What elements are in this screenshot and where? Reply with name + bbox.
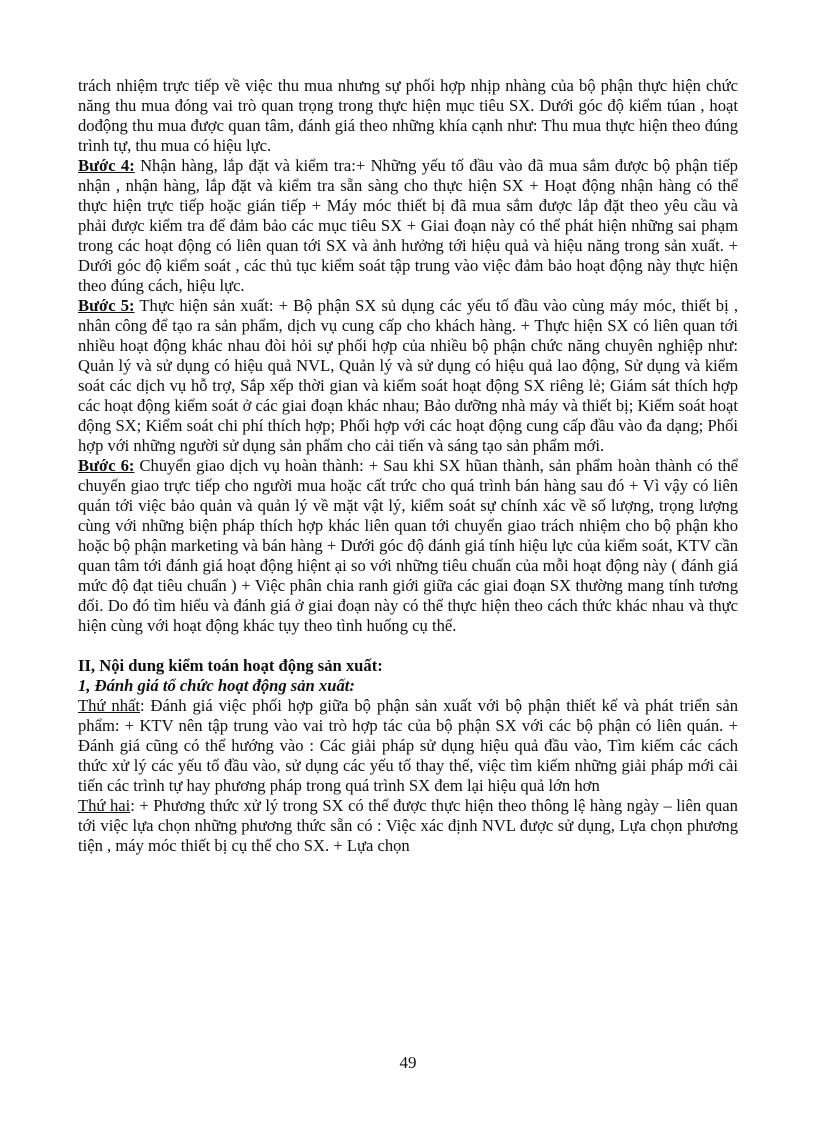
page-number: 49 — [399, 1053, 417, 1072]
step-4-text: Nhận hàng, lắp đặt và kiểm tra:+ Những yếu tố đầu vào đã mua sắm được bộ phận tiếp nhận , nhận hàng, lắp đặt và kiểm tra sẵn sàng cho thực hiện SX + Hoạt động nhận hàng có thể thực hiện trực tiếp hoặc gián tiếp + Máy móc thiết bị đã mua sắm được lắp đặt theo yêu cầu và phải được kiểm tra để đảm bảo các mục tiêu SX + Giai đoạn này có thể phát hiện những sai phạm trong các hoạt động có liên quan tới SX và ảnh hưởng tới hiệu quả và hiệu năng trong sản xuất. + Dưới góc độ kiểm soát , các thủ tục kiểm soát tập trung vào việc đảm bảo hoạt động này thực hiện theo đúng cách, hiệu lực. — [78, 156, 738, 295]
step-4-label: Bước 4: — [78, 156, 135, 175]
first-label: Thứ nhất — [78, 696, 140, 715]
step-5-text: Thực hiện sản xuất: + Bộ phận SX sủ dụng các yếu tố đầu vào cùng máy móc, thiết bị , nhân công để tạo ra sản phẩm, dịch vụ cung cấp cho khách hàng. + Thực hiện SX có liên quan tới nhiều hoạt động khác nhau đòi hỏi sự phối hợp của nhiều bộ phận chức năng chuyên nghiệp như: Quản lý và sử dụng có hiệu quả NVL, Quản lý và sử dụng có hiệu quả lao động, Sử dụng và kiểm soát các dịch vụ hỗ trợ, Sắp xếp thời gian và kiểm soát hoạt động SX riêng lẻ; Giám sát thích hợp các hoạt động kiểm soát ở các giai đoạn khác nhau; Bảo dưỡng nhà máy và thiết bị; Kiểm soát hoạt động SX; Kiểm soát chi phí thích hợp; Phối hợp với các hoạt động cung cấp đầu vào đa dạng; Phối hợp với những người sử dụng sản phẩm cho cải tiến và sáng tạo sản phẩm mới. — [78, 296, 738, 455]
paragraph-second — [78, 796, 738, 856]
paragraph-step-5 — [78, 296, 738, 456]
paragraph-intro: trách nhiệm trực tiếp về việc thu mua nhưng sự phối hợp nhịp nhàng của bộ phận thực hiện chức năng thu mua đóng vai trò quan trọng trong thực hiện mục tiêu SX. Dưới góc độ kiểm túan , hoạt dođộng thu mua được quan tâm, đánh giá theo những khía cạnh như: Thu mua thực hiện theo đúng trình tự, thu mua có hiệu lực. — [78, 76, 738, 155]
section-heading: II, Nội dung kiểm toán hoạt động sản xuất: — [78, 656, 383, 675]
step-5-label: Bước 5: — [78, 296, 135, 315]
paragraph-step-4 — [78, 156, 738, 296]
subsection-heading: 1, Đánh giá tổ chức hoạt động sản xuất: — [78, 676, 355, 695]
document-body — [78, 76, 738, 856]
step-6-label: Bước 6: — [78, 456, 135, 475]
paragraph-step-6 — [78, 456, 738, 636]
second-label: Thứ hai — [78, 796, 131, 815]
step-6-text: Chuyển giao dịch vụ hoàn thành: + Sau khi SX hũan thành, sản phẩm hoàn thành có thể chuyển giao trực tiếp cho người mua hoặc cất trức cho quá trình bán hàng sau đó + Vì vậy có liên quán tới việc bảo quản và quản lý về mặt vật lý, kiểm soát sự chính xác về số lượng, trọng lượng cùng với những biện pháp thích hợp khác liên quan tới chuyển giao trách nhiệm cho bộ phận kho hoặc bộ phận marketing và bán hàng + Dưới góc độ đánh giá tính hiệu lực của kiểm soát, KTV cần quan tâm tới đánh giá hoạt động hiệnt ại so với những tiêu chuẩn của mỗi hoạt động này ( đánh giá mức độ đạt tiêu chuẩn ) + Việc phân chia ranh giới giữa các giai đoạn SX thường mang tính tương đối. Do đó tìm hiểu và đánh giá ở giai đoạn này có thể thực hiện theo cách thức khác nhau và thực hiện cùng với hoạt động khác tụy theo tình huống cụ thể. — [78, 456, 738, 635]
paragraph-first — [78, 696, 738, 796]
first-text: : Đánh giá việc phối hợp giữa bộ phận sản xuất với bộ phận thiết kế và phát triển sản phẩm: + KTV nên tập trung vào vai trò hợp tác của bộ phận SX với các bộ phận có liên quán. + Đánh giá cũng có thể hướng vào : Các giải pháp sử dụng hiệu quả đầu vào, Tìm kiếm các cách thức xử lý các yếu tố đầu vào, sử dụng các yếu tố thay thế, việc tìm kiếm những giải pháp mới cải tiến các trình tự hay phương pháp trong quá trình SX đem lại hiệu quả lớn hơn — [78, 696, 738, 795]
second-text: : + Phương thức xử lý trong SX có thể được thực hiện theo thông lệ hàng ngày – liên quan tới việc lựa chọn những phương thức sẵn có : Việc xác định NVL được sử dụng, Lựa chọn phương tiện , máy móc thiết bị cụ thể cho SX. + Lựa chọn — [78, 796, 738, 855]
